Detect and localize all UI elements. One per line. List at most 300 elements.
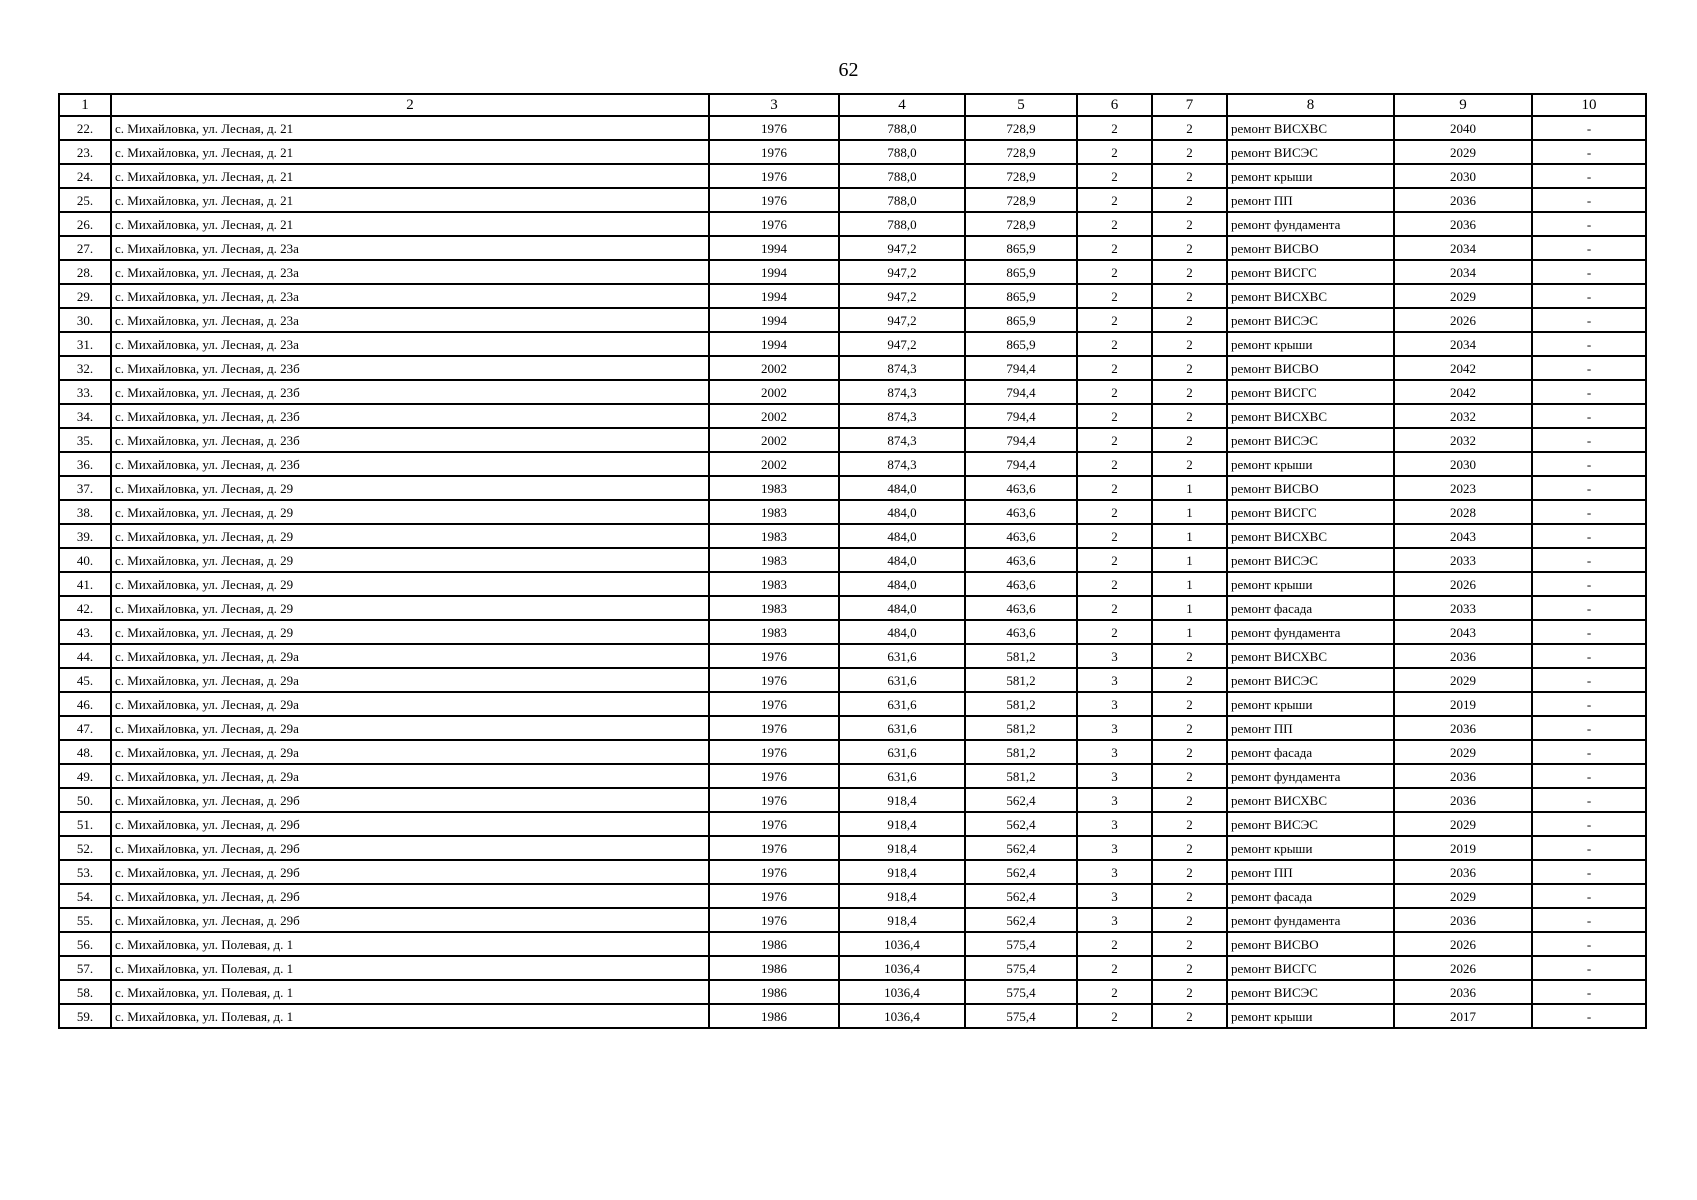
cell-entrances: 2 (1152, 284, 1227, 308)
cell-total-area: 1036,4 (839, 1004, 965, 1028)
cell-row-number: 34. (59, 404, 111, 428)
cell-work-type: ремонт крыши (1227, 572, 1394, 596)
cell-note: - (1532, 428, 1646, 452)
cell-work-type: ремонт ПП (1227, 188, 1394, 212)
cell-planned-year: 2023 (1394, 476, 1532, 500)
cell-entrances: 2 (1152, 740, 1227, 764)
cell-total-area: 788,0 (839, 212, 965, 236)
cell-year-built: 1983 (709, 500, 839, 524)
cell-total-area: 484,0 (839, 620, 965, 644)
cell-row-number: 52. (59, 836, 111, 860)
cell-total-area: 788,0 (839, 188, 965, 212)
cell-year-built: 1976 (709, 908, 839, 932)
cell-work-type: ремонт ПП (1227, 860, 1394, 884)
cell-total-area: 631,6 (839, 692, 965, 716)
cell-living-area: 562,4 (965, 908, 1077, 932)
cell-address: с. Михайловка, ул. Лесная, д. 21 (111, 140, 709, 164)
cell-row-number: 32. (59, 356, 111, 380)
cell-year-built: 1983 (709, 596, 839, 620)
table-row (59, 980, 1646, 1004)
cell-entrances: 2 (1152, 260, 1227, 284)
cell-living-area: 794,4 (965, 428, 1077, 452)
cell-total-area: 874,3 (839, 356, 965, 380)
cell-note: - (1532, 452, 1646, 476)
cell-year-built: 1976 (709, 764, 839, 788)
cell-address: с. Михайловка, ул. Полевая, д. 1 (111, 956, 709, 980)
cell-row-number: 56. (59, 932, 111, 956)
cell-work-type: ремонт фасада (1227, 884, 1394, 908)
table-row (59, 788, 1646, 812)
cell-entrances: 2 (1152, 428, 1227, 452)
cell-note: - (1532, 332, 1646, 356)
cell-work-type: ремонт крыши (1227, 692, 1394, 716)
cell-entrances: 2 (1152, 332, 1227, 356)
cell-living-area: 575,4 (965, 932, 1077, 956)
cell-address: с. Михайловка, ул. Лесная, д. 23а (111, 332, 709, 356)
cell-total-area: 1036,4 (839, 956, 965, 980)
column-header-3: 3 (709, 94, 839, 116)
cell-planned-year: 2036 (1394, 788, 1532, 812)
column-header-1: 1 (59, 94, 111, 116)
cell-entrances: 2 (1152, 1004, 1227, 1028)
cell-entrances: 2 (1152, 404, 1227, 428)
cell-year-built: 1986 (709, 956, 839, 980)
cell-row-number: 50. (59, 788, 111, 812)
cell-row-number: 26. (59, 212, 111, 236)
cell-row-number: 31. (59, 332, 111, 356)
table-row (59, 812, 1646, 836)
cell-living-area: 463,6 (965, 620, 1077, 644)
cell-planned-year: 2036 (1394, 980, 1532, 1004)
cell-planned-year: 2029 (1394, 812, 1532, 836)
cell-entrances: 2 (1152, 116, 1227, 140)
table-row (59, 860, 1646, 884)
cell-address: с. Михайловка, ул. Лесная, д. 29 (111, 476, 709, 500)
cell-floors: 2 (1077, 1004, 1152, 1028)
cell-living-area: 562,4 (965, 884, 1077, 908)
cell-total-area: 918,4 (839, 836, 965, 860)
cell-year-built: 1986 (709, 932, 839, 956)
cell-total-area: 874,3 (839, 428, 965, 452)
cell-year-built: 1994 (709, 260, 839, 284)
cell-note: - (1532, 212, 1646, 236)
cell-note: - (1532, 956, 1646, 980)
cell-work-type: ремонт ВИСХВС (1227, 788, 1394, 812)
cell-floors: 2 (1077, 404, 1152, 428)
cell-living-area: 728,9 (965, 212, 1077, 236)
cell-row-number: 39. (59, 524, 111, 548)
cell-note: - (1532, 476, 1646, 500)
cell-planned-year: 2034 (1394, 332, 1532, 356)
cell-living-area: 581,2 (965, 716, 1077, 740)
cell-work-type: ремонт фундамента (1227, 620, 1394, 644)
cell-planned-year: 2040 (1394, 116, 1532, 140)
cell-floors: 2 (1077, 212, 1152, 236)
table-row (59, 908, 1646, 932)
cell-year-built: 1983 (709, 524, 839, 548)
cell-total-area: 947,2 (839, 284, 965, 308)
cell-note: - (1532, 716, 1646, 740)
table-row (59, 644, 1646, 668)
table-row (59, 212, 1646, 236)
cell-floors: 2 (1077, 932, 1152, 956)
cell-year-built: 1994 (709, 236, 839, 260)
cell-planned-year: 2043 (1394, 524, 1532, 548)
cell-planned-year: 2017 (1394, 1004, 1532, 1028)
cell-work-type: ремонт ВИСЭС (1227, 812, 1394, 836)
cell-address: с. Михайловка, ул. Лесная, д. 29а (111, 764, 709, 788)
cell-address: с. Михайловка, ул. Лесная, д. 21 (111, 116, 709, 140)
cell-work-type: ремонт ВИСВО (1227, 356, 1394, 380)
cell-planned-year: 2019 (1394, 836, 1532, 860)
cell-planned-year: 2028 (1394, 500, 1532, 524)
cell-note: - (1532, 836, 1646, 860)
cell-living-area: 463,6 (965, 596, 1077, 620)
cell-planned-year: 2019 (1394, 692, 1532, 716)
table-row (59, 188, 1646, 212)
cell-floors: 3 (1077, 884, 1152, 908)
cell-total-area: 918,4 (839, 788, 965, 812)
cell-floors: 3 (1077, 860, 1152, 884)
cell-work-type: ремонт ВИСВО (1227, 932, 1394, 956)
cell-work-type: ремонт крыши (1227, 452, 1394, 476)
cell-row-number: 42. (59, 596, 111, 620)
cell-planned-year: 2036 (1394, 860, 1532, 884)
cell-work-type: ремонт ВИСГС (1227, 500, 1394, 524)
cell-work-type: ремонт фундамента (1227, 212, 1394, 236)
cell-row-number: 58. (59, 980, 111, 1004)
cell-planned-year: 2030 (1394, 452, 1532, 476)
cell-address: с. Михайловка, ул. Лесная, д. 29а (111, 740, 709, 764)
cell-living-area: 581,2 (965, 668, 1077, 692)
cell-year-built: 1976 (709, 164, 839, 188)
cell-note: - (1532, 164, 1646, 188)
cell-total-area: 1036,4 (839, 932, 965, 956)
cell-total-area: 918,4 (839, 908, 965, 932)
cell-living-area: 575,4 (965, 956, 1077, 980)
cell-row-number: 28. (59, 260, 111, 284)
cell-address: с. Михайловка, ул. Полевая, д. 1 (111, 932, 709, 956)
cell-address: с. Михайловка, ул. Лесная, д. 29б (111, 812, 709, 836)
cell-floors: 2 (1077, 140, 1152, 164)
cell-year-built: 1994 (709, 332, 839, 356)
cell-floors: 2 (1077, 956, 1152, 980)
cell-living-area: 575,4 (965, 980, 1077, 1004)
cell-entrances: 2 (1152, 452, 1227, 476)
cell-note: - (1532, 596, 1646, 620)
cell-living-area: 865,9 (965, 308, 1077, 332)
cell-address: с. Михайловка, ул. Лесная, д. 23б (111, 404, 709, 428)
cell-address: с. Михайловка, ул. Лесная, д. 29 (111, 596, 709, 620)
cell-note: - (1532, 572, 1646, 596)
cell-floors: 2 (1077, 428, 1152, 452)
cell-year-built: 2002 (709, 452, 839, 476)
cell-entrances: 2 (1152, 836, 1227, 860)
column-number-header-row (59, 94, 1646, 116)
repair-schedule-table (58, 93, 1647, 1029)
cell-living-area: 581,2 (965, 644, 1077, 668)
cell-entrances: 1 (1152, 620, 1227, 644)
cell-row-number: 59. (59, 1004, 111, 1028)
cell-year-built: 1976 (709, 812, 839, 836)
cell-note: - (1532, 1004, 1646, 1028)
cell-total-area: 484,0 (839, 524, 965, 548)
cell-row-number: 41. (59, 572, 111, 596)
cell-address: с. Михайловка, ул. Лесная, д. 23а (111, 236, 709, 260)
cell-planned-year: 2029 (1394, 284, 1532, 308)
cell-year-built: 1976 (709, 644, 839, 668)
cell-entrances: 1 (1152, 500, 1227, 524)
cell-floors: 2 (1077, 596, 1152, 620)
cell-row-number: 43. (59, 620, 111, 644)
cell-entrances: 2 (1152, 716, 1227, 740)
cell-entrances: 2 (1152, 644, 1227, 668)
cell-address: с. Михайловка, ул. Лесная, д. 29б (111, 860, 709, 884)
cell-work-type: ремонт ВИСХВС (1227, 404, 1394, 428)
cell-entrances: 2 (1152, 212, 1227, 236)
cell-row-number: 29. (59, 284, 111, 308)
cell-planned-year: 2036 (1394, 212, 1532, 236)
table-row (59, 356, 1646, 380)
cell-year-built: 1976 (709, 140, 839, 164)
table-row (59, 596, 1646, 620)
cell-total-area: 918,4 (839, 812, 965, 836)
table-row (59, 308, 1646, 332)
cell-note: - (1532, 140, 1646, 164)
table-row (59, 428, 1646, 452)
cell-total-area: 947,2 (839, 332, 965, 356)
cell-address: с. Михайловка, ул. Лесная, д. 29а (111, 668, 709, 692)
cell-planned-year: 2029 (1394, 668, 1532, 692)
table-row (59, 164, 1646, 188)
cell-planned-year: 2033 (1394, 548, 1532, 572)
cell-total-area: 631,6 (839, 716, 965, 740)
cell-floors: 2 (1077, 980, 1152, 1004)
cell-year-built: 1983 (709, 572, 839, 596)
table-body (59, 94, 1646, 1028)
cell-planned-year: 2029 (1394, 740, 1532, 764)
cell-address: с. Михайловка, ул. Лесная, д. 29 (111, 620, 709, 644)
table-row (59, 404, 1646, 428)
cell-living-area: 562,4 (965, 860, 1077, 884)
cell-note: - (1532, 812, 1646, 836)
cell-row-number: 27. (59, 236, 111, 260)
table-row (59, 956, 1646, 980)
cell-year-built: 1976 (709, 188, 839, 212)
cell-year-built: 1994 (709, 308, 839, 332)
cell-note: - (1532, 188, 1646, 212)
cell-note: - (1532, 884, 1646, 908)
cell-year-built: 1976 (709, 692, 839, 716)
cell-living-area: 728,9 (965, 116, 1077, 140)
cell-entrances: 2 (1152, 908, 1227, 932)
column-header-9: 9 (1394, 94, 1532, 116)
cell-note: - (1532, 668, 1646, 692)
cell-floors: 2 (1077, 188, 1152, 212)
cell-planned-year: 2034 (1394, 236, 1532, 260)
cell-address: с. Михайловка, ул. Полевая, д. 1 (111, 980, 709, 1004)
cell-note: - (1532, 380, 1646, 404)
cell-row-number: 33. (59, 380, 111, 404)
cell-floors: 3 (1077, 788, 1152, 812)
cell-total-area: 788,0 (839, 164, 965, 188)
column-header-6: 6 (1077, 94, 1152, 116)
cell-total-area: 918,4 (839, 860, 965, 884)
cell-planned-year: 2026 (1394, 308, 1532, 332)
cell-floors: 3 (1077, 644, 1152, 668)
cell-floors: 2 (1077, 500, 1152, 524)
cell-address: с. Михайловка, ул. Лесная, д. 29б (111, 884, 709, 908)
cell-entrances: 2 (1152, 764, 1227, 788)
cell-floors: 2 (1077, 236, 1152, 260)
table-row (59, 740, 1646, 764)
cell-entrances: 2 (1152, 236, 1227, 260)
cell-year-built: 1976 (709, 116, 839, 140)
cell-planned-year: 2036 (1394, 716, 1532, 740)
cell-row-number: 46. (59, 692, 111, 716)
cell-row-number: 45. (59, 668, 111, 692)
cell-total-area: 947,2 (839, 236, 965, 260)
table-row (59, 260, 1646, 284)
cell-total-area: 788,0 (839, 140, 965, 164)
cell-row-number: 40. (59, 548, 111, 572)
cell-address: с. Михайловка, ул. Лесная, д. 29а (111, 716, 709, 740)
cell-address: с. Михайловка, ул. Лесная, д. 23б (111, 356, 709, 380)
cell-planned-year: 2034 (1394, 260, 1532, 284)
cell-note: - (1532, 524, 1646, 548)
cell-address: с. Михайловка, ул. Лесная, д. 29б (111, 908, 709, 932)
cell-planned-year: 2032 (1394, 428, 1532, 452)
cell-row-number: 30. (59, 308, 111, 332)
cell-floors: 3 (1077, 740, 1152, 764)
cell-work-type: ремонт ВИСВО (1227, 476, 1394, 500)
cell-year-built: 2002 (709, 380, 839, 404)
cell-living-area: 794,4 (965, 356, 1077, 380)
table-row (59, 572, 1646, 596)
table-row (59, 284, 1646, 308)
page-number: 62 (838, 59, 859, 81)
table-row (59, 332, 1646, 356)
cell-entrances: 2 (1152, 884, 1227, 908)
cell-total-area: 484,0 (839, 548, 965, 572)
cell-entrances: 2 (1152, 668, 1227, 692)
cell-year-built: 1986 (709, 1004, 839, 1028)
table-row (59, 140, 1646, 164)
cell-work-type: ремонт ВИСХВС (1227, 644, 1394, 668)
cell-address: с. Михайловка, ул. Лесная, д. 23а (111, 284, 709, 308)
cell-planned-year: 2032 (1394, 404, 1532, 428)
cell-total-area: 874,3 (839, 452, 965, 476)
cell-row-number: 49. (59, 764, 111, 788)
cell-work-type: ремонт крыши (1227, 164, 1394, 188)
cell-floors: 2 (1077, 380, 1152, 404)
cell-planned-year: 2029 (1394, 884, 1532, 908)
cell-entrances: 2 (1152, 140, 1227, 164)
cell-floors: 2 (1077, 308, 1152, 332)
cell-year-built: 1976 (709, 740, 839, 764)
cell-year-built: 1976 (709, 668, 839, 692)
cell-living-area: 463,6 (965, 476, 1077, 500)
cell-floors: 3 (1077, 908, 1152, 932)
cell-total-area: 918,4 (839, 884, 965, 908)
cell-work-type: ремонт фундамента (1227, 908, 1394, 932)
cell-entrances: 2 (1152, 980, 1227, 1004)
cell-row-number: 38. (59, 500, 111, 524)
cell-entrances: 2 (1152, 308, 1227, 332)
cell-address: с. Михайловка, ул. Лесная, д. 29 (111, 548, 709, 572)
cell-year-built: 1976 (709, 884, 839, 908)
cell-address: с. Михайловка, ул. Лесная, д. 29б (111, 788, 709, 812)
cell-floors: 3 (1077, 716, 1152, 740)
cell-year-built: 1983 (709, 620, 839, 644)
cell-year-built: 1994 (709, 284, 839, 308)
cell-entrances: 1 (1152, 476, 1227, 500)
cell-entrances: 2 (1152, 188, 1227, 212)
cell-note: - (1532, 548, 1646, 572)
cell-total-area: 947,2 (839, 308, 965, 332)
cell-address: с. Михайловка, ул. Лесная, д. 29а (111, 644, 709, 668)
cell-living-area: 575,4 (965, 1004, 1077, 1028)
table-row (59, 500, 1646, 524)
cell-work-type: ремонт ВИСГС (1227, 380, 1394, 404)
cell-work-type: ремонт крыши (1227, 1004, 1394, 1028)
cell-note: - (1532, 308, 1646, 332)
cell-address: с. Михайловка, ул. Лесная, д. 21 (111, 212, 709, 236)
cell-address: с. Михайловка, ул. Лесная, д. 29 (111, 524, 709, 548)
cell-planned-year: 2026 (1394, 932, 1532, 956)
cell-planned-year: 2036 (1394, 188, 1532, 212)
cell-work-type: ремонт ВИСЭС (1227, 548, 1394, 572)
cell-work-type: ремонт фасада (1227, 596, 1394, 620)
table-row (59, 668, 1646, 692)
cell-row-number: 51. (59, 812, 111, 836)
cell-entrances: 2 (1152, 860, 1227, 884)
cell-address: с. Михайловка, ул. Лесная, д. 23б (111, 380, 709, 404)
cell-total-area: 874,3 (839, 404, 965, 428)
cell-living-area: 794,4 (965, 452, 1077, 476)
cell-address: с. Михайловка, ул. Лесная, д. 23б (111, 452, 709, 476)
column-header-5: 5 (965, 94, 1077, 116)
cell-note: - (1532, 260, 1646, 284)
cell-note: - (1532, 860, 1646, 884)
cell-planned-year: 2036 (1394, 908, 1532, 932)
cell-address: с. Михайловка, ул. Лесная, д. 21 (111, 164, 709, 188)
cell-address: с. Михайловка, ул. Полевая, д. 1 (111, 1004, 709, 1028)
cell-planned-year: 2043 (1394, 620, 1532, 644)
cell-work-type: ремонт ВИСГС (1227, 260, 1394, 284)
table-row (59, 524, 1646, 548)
table-row (59, 932, 1646, 956)
table-row (59, 836, 1646, 860)
cell-work-type: ремонт ВИСХВС (1227, 524, 1394, 548)
cell-row-number: 54. (59, 884, 111, 908)
table-row (59, 692, 1646, 716)
cell-note: - (1532, 284, 1646, 308)
cell-floors: 2 (1077, 524, 1152, 548)
cell-note: - (1532, 980, 1646, 1004)
cell-row-number: 23. (59, 140, 111, 164)
cell-planned-year: 2026 (1394, 572, 1532, 596)
cell-entrances: 2 (1152, 956, 1227, 980)
cell-year-built: 1986 (709, 980, 839, 1004)
cell-floors: 3 (1077, 836, 1152, 860)
cell-total-area: 1036,4 (839, 980, 965, 1004)
cell-address: с. Михайловка, ул. Лесная, д. 29б (111, 836, 709, 860)
cell-year-built: 1983 (709, 476, 839, 500)
cell-row-number: 47. (59, 716, 111, 740)
cell-note: - (1532, 236, 1646, 260)
cell-year-built: 2002 (709, 356, 839, 380)
